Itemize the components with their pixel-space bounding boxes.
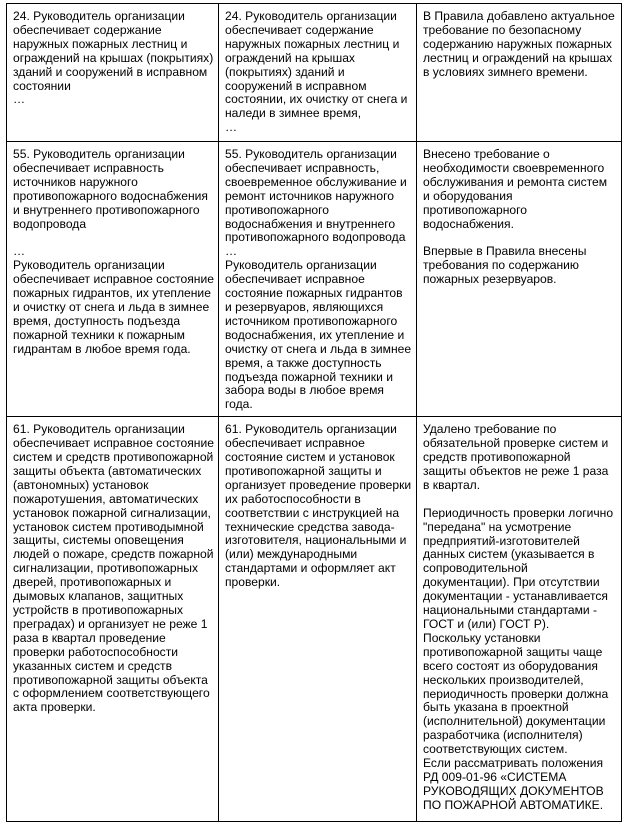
old-text-cell: [7, 142, 219, 417]
table-row: [7, 4, 622, 142]
comment-cell: [417, 4, 622, 142]
table-row: [7, 417, 622, 822]
paragraph: [13, 231, 214, 245]
paragraph: …: [225, 244, 238, 259]
old-text-cell: [7, 4, 219, 142]
old-text-cell: [7, 417, 219, 822]
paragraph: 61. Руководитель организации обеспечивает исправное состояние систем и средств противопожарной защиты объекта (автоматических (автономных) установок пожаротушения, автоматических установок пожарной сигнализации, установок систем противодымной защиты, системы оповещения людей о пожаре, средств пожарной сигнализации, противопожарных дверей, противопожарных и дымовых клапанов, защитных устройств в противопожарных преградах) и организует не реже 1 раза в квартал проведение проверки работоспособности указанных систем и средств противопожарной защиты объекта с оформлением соответствующего акта проверки.: [13, 422, 214, 715]
paragraph: Удалено требование по обязательной проверке систем и средств противопожарной защиты объектов не реже 1 раза в квартал.: [423, 422, 609, 492]
paragraph: …: [13, 244, 26, 259]
table-row: [7, 142, 622, 417]
paragraph: 24. Руководитель организации обеспечивает содержание наружных пожарных лестниц и ограждений на крышах (покрытиях) зданий и сооружений в исправном состоянии, их очистку от снега и наледи в зимнее время,: [225, 9, 408, 121]
comment-cell: [417, 142, 622, 417]
new-text-cell: [219, 417, 417, 822]
paragraph: …: [13, 92, 26, 107]
paragraph: 55. Руководитель организации обеспечивает исправность, своевременное обслуживание и ремонт источников наружного противопожарного водоснабжения и внутреннего противопожарного водопровода: [225, 147, 407, 245]
comparison-table: [6, 3, 622, 822]
paragraph: 61. Руководитель организации обеспечивает исправное состояние систем и установок противопожарной защиты и организует проведение проверки их работоспособности в соответствии с инструкцией на технические средства завода-изготовителя, национальными и (или) международными стандартами и оформляет акт проверки.: [225, 422, 412, 590]
paragraph: В Правила добавлено актуальное требование по безопасному содержанию наружных пожарных лестниц и ограждений на крышах в условиях зимнего времени.: [423, 9, 615, 79]
paragraph: 55. Руководитель организации обеспечивает исправность источников наружного противопожарного водоснабжения и внутреннего противопожарного водопровода: [13, 147, 208, 231]
comment-cell: [417, 417, 622, 822]
paragraph: 24. Руководитель организации обеспечивает содержание наружных пожарных лестниц и ограждений на крышах (покрытиях) зданий и сооружений в исправном состоянии: [13, 9, 214, 93]
new-text-cell: [219, 142, 417, 417]
new-text-cell: [219, 4, 417, 142]
paragraph: Руководитель организации обеспечивает исправное состояние пожарных гидрантов, их утепление и очистку от снега и льда в зимнее время, доступность подъезда пожарной техники к пожарным гидрантам в любое время года.: [13, 258, 214, 356]
paragraph: Руководитель организации обеспечивает исправное состояние пожарных гидрантов и резервуаров, являющихся источником противопожарного водоснабжения, их утепление и очистку от снега и льда в зимнее время, а также доступность подъезда пожарной техники и забора воды в любое время года.: [225, 258, 412, 412]
paragraph: Внесено требование о необходимости своевременного обслуживания и ремонта систем и оборудования противопожарного водоснабжения.: [423, 147, 608, 231]
paragraph: …: [225, 120, 238, 135]
paragraph: Периодичность проверки логично "передана" на усмотрение предприятий-изготовителей данных систем (указывается в сопроводительной документации). При отсутствии документации - устанавливается национальными стандартами - ГОСТ и (или) ГОСТ Р). Поскольку установки противопожарной защиты чаще всего состоят из оборудования нескольких производителей, периодичность проверки должна быть указана в проектной (исполнительной) документации разработчика (исполнителя) соответствующих систем. Если рассматривать положения РД 009-01-96 «СИСТЕМА РУКОВОДЯЩИХ ДОКУМЕНТОВ ПО ПОЖАРНОЙ АВТОМАТИКЕ.: [423, 505, 614, 812]
paragraph: Впервые в Правила внесены требования по содержанию пожарных резервуаров.: [423, 244, 587, 287]
